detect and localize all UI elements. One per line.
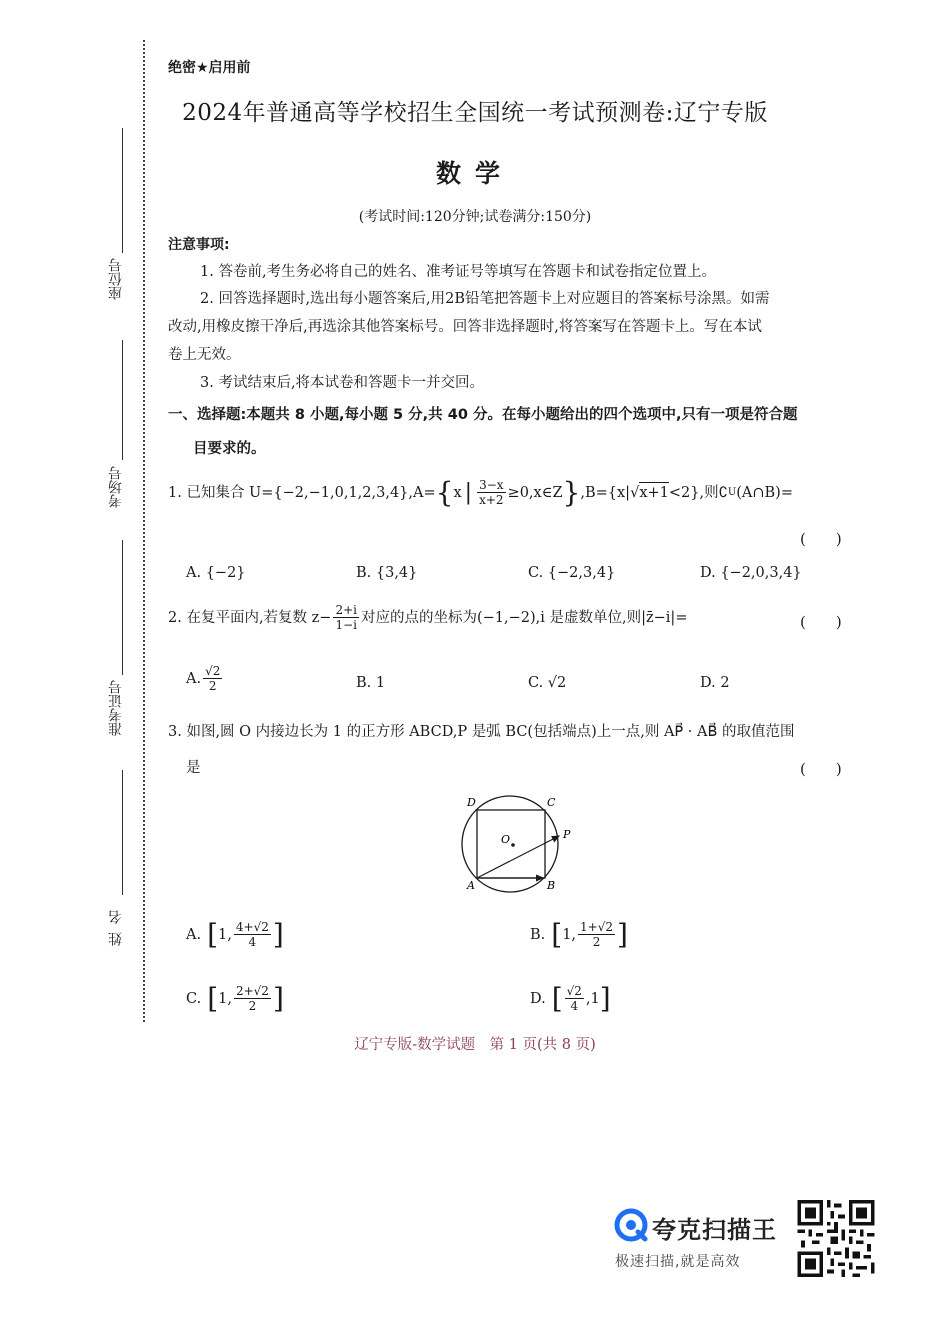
q3-label-o: O <box>501 833 511 846</box>
q3-opt-a-bracket-open: [ <box>207 918 219 951</box>
q3-vector-ap <box>477 836 559 878</box>
secret-mark: 绝密★启用前 <box>168 60 251 76</box>
q2-opt-a-den: 2 <box>208 679 217 693</box>
q1-tail: (A∩B)= <box>736 484 793 501</box>
q3-opt-c-bracket-open: [ <box>207 982 219 1015</box>
q2-opt-a-label: A. <box>186 670 202 687</box>
q3-option-a <box>186 918 284 951</box>
q3-opt-b-bracket-close: ] <box>617 918 628 951</box>
q2-tail: 对应的点的坐标为(−1,−2),i 是虚数单位,则|z̄−i|= <box>360 609 688 626</box>
q3-opt-a-left: 1, <box>218 926 232 943</box>
question-2 <box>168 603 687 632</box>
question-3-line2: 是 <box>186 760 201 776</box>
q3-square <box>477 810 545 878</box>
q1-option-c: C. {−2,3,4} <box>528 565 616 581</box>
q1-sqrt-content: x+1 <box>639 482 669 503</box>
q1-brace-open: { <box>435 475 454 509</box>
page-footer: 辽宁专版-数学试题 第 1 页(共 8 页) <box>354 1037 596 1053</box>
q3-opt-c-den: 2 <box>248 999 257 1013</box>
q3-label-c: C <box>547 796 556 809</box>
q3-opt-a-bracket-close: ] <box>272 918 284 951</box>
q2-option-c: C. √2 <box>528 675 567 691</box>
q3-opt-a-frac <box>234 920 271 949</box>
q3-label-a: A <box>467 879 475 892</box>
room-label: 考场号 <box>108 466 124 508</box>
q3-option-b <box>530 918 628 951</box>
q1-answer-paren: ( ) <box>800 530 842 548</box>
qr-code-icon <box>795 1200 877 1277</box>
q3-opt-c-bracket-close: ] <box>272 982 284 1015</box>
q3-opt-a-label: A. <box>186 926 202 943</box>
q1-set-var: x <box>453 484 462 501</box>
seat-label: 座位号 <box>108 258 124 300</box>
q3-opt-c-left: 1, <box>218 990 232 1007</box>
q1-option-d: D. {−2,0,3,4} <box>700 565 802 581</box>
q3-opt-b-bracket-open: [ <box>551 918 563 951</box>
q3-opt-c-label: C. <box>186 990 202 1007</box>
q3-figure <box>455 790 585 900</box>
q3-opt-d-num: √2 <box>566 984 582 998</box>
q2-option-b: B. 1 <box>356 675 386 691</box>
notice-item-2-line2: 改动,用橡皮擦干净后,再选涂其他答案标号。回答非选择题时,将答案写在答题卡上。写在本试 <box>168 319 762 335</box>
q2-option-d: D. 2 <box>700 675 730 691</box>
room-field-line <box>122 340 123 460</box>
q3-center-dot <box>511 843 515 847</box>
name-field-line <box>122 770 123 895</box>
q2-frac-den: 1−i <box>335 618 357 632</box>
q3-opt-c-num: 2+√2 <box>235 984 269 998</box>
q1-brace-close: } <box>562 475 581 509</box>
q3-opt-b-label: B. <box>530 926 546 943</box>
subject-title: 数学 <box>435 159 514 188</box>
q1-sqrt-sign: √ <box>630 484 640 501</box>
q3-opt-d-den: 4 <box>570 999 579 1013</box>
q3-opt-b-frac <box>578 920 615 949</box>
q2-fraction <box>333 603 359 632</box>
seat-field-line <box>122 128 123 253</box>
scanner-logo-icon <box>614 1208 648 1242</box>
ticket-label: 准考证号 <box>108 680 124 736</box>
q3-opt-c-frac <box>234 984 271 1013</box>
q3-opt-d-label: D. <box>530 990 546 1007</box>
question-1 <box>168 475 793 509</box>
q1-sub-u: U <box>727 486 737 498</box>
q3-label-b: B <box>547 879 556 892</box>
q3-opt-b-num: 1+√2 <box>580 920 614 934</box>
q3-opt-b-den: 2 <box>592 935 601 949</box>
q3-opt-a-num: 4+√2 <box>235 920 269 934</box>
q3-label-d: D <box>467 796 476 809</box>
q2-frac-num: 2+i <box>335 603 357 617</box>
question-3-line1: 3. 如图,圆 O 内接边长为 1 的正方形 ABCD,P 是弧 BC(包括端点)上一点,则 AP⃗ · AB⃗ 的取值范围 <box>168 724 795 740</box>
q2-answer-paren: ( ) <box>800 613 842 631</box>
q3-option-d <box>530 982 611 1015</box>
q1-option-b: B. {3,4} <box>356 565 418 581</box>
notice-item-2-line3: 卷上无效。 <box>168 347 241 363</box>
notice-heading: 注意事项: <box>168 237 230 253</box>
q1-prefix: 1. 已知集合 U={−2,−1,0,1,2,3,4},A= <box>168 484 436 501</box>
q1-b-part: ,B={x| <box>580 484 631 501</box>
q3-opt-b-left: 1, <box>562 926 577 943</box>
q1-b-tail: <2},则∁ <box>668 484 728 501</box>
q3-label-p: P <box>563 828 571 841</box>
q2-opt-a-frac <box>203 664 222 693</box>
q3-option-c <box>186 982 284 1015</box>
section-1-heading-line1: 一、选择题:本题共 8 小题,每小题 5 分,共 40 分。在每小题给出的四个选项中,只有一项是符合题 <box>168 407 798 423</box>
q1-fraction <box>477 478 505 507</box>
ticket-field-line <box>122 540 123 675</box>
q3-answer-paren: ( ) <box>800 760 842 778</box>
exam-info: (考试时间:120分钟;试卷满分:150分) <box>358 209 592 225</box>
notice-item-1: 1. 答卷前,考生务必将自己的姓名、准考证号等填写在答题卡和试卷指定位置上。 <box>200 264 717 280</box>
q1-cond: ≥0,x∈Z <box>507 484 563 501</box>
exam-title: 2024年普通高等学校招生全国统一考试预测卷:辽宁专版 <box>182 100 768 126</box>
q3-opt-d-bracket-open: [ <box>551 982 563 1015</box>
q2-option-a <box>186 664 224 693</box>
q1-frac-den: x+2 <box>479 493 504 507</box>
notice-item-2-line1: 2. 回答选择题时,选出每小题答案后,用2B铅笔把答题卡上对应题目的答案标号涂黑。如需 <box>200 291 770 307</box>
q3-opt-a-den: 4 <box>248 935 257 949</box>
q1-set-bar: | <box>464 479 473 505</box>
section-1-heading-line2: 目要求的。 <box>193 441 266 457</box>
q2-opt-a-num: √2 <box>205 664 221 678</box>
name-label: 姓名 <box>108 902 124 946</box>
q3-opt-d-frac <box>565 984 584 1013</box>
q3-opt-d-bracket-close: ] <box>599 982 611 1015</box>
q3-opt-d-right: ,1 <box>585 990 600 1007</box>
notice-item-3: 3. 考试结束后,将本试卷和答题卡一并交回。 <box>200 375 485 391</box>
q2-prefix: 2. 在复平面内,若复数 z− <box>168 609 332 626</box>
q1-frac-num: 3−x <box>479 478 504 492</box>
scanner-slogan: 极速扫描,就是高效 <box>615 1254 741 1270</box>
scanner-brand: 夸克扫描王 <box>652 1216 777 1244</box>
q1-option-a: A. {−2} <box>186 565 246 581</box>
